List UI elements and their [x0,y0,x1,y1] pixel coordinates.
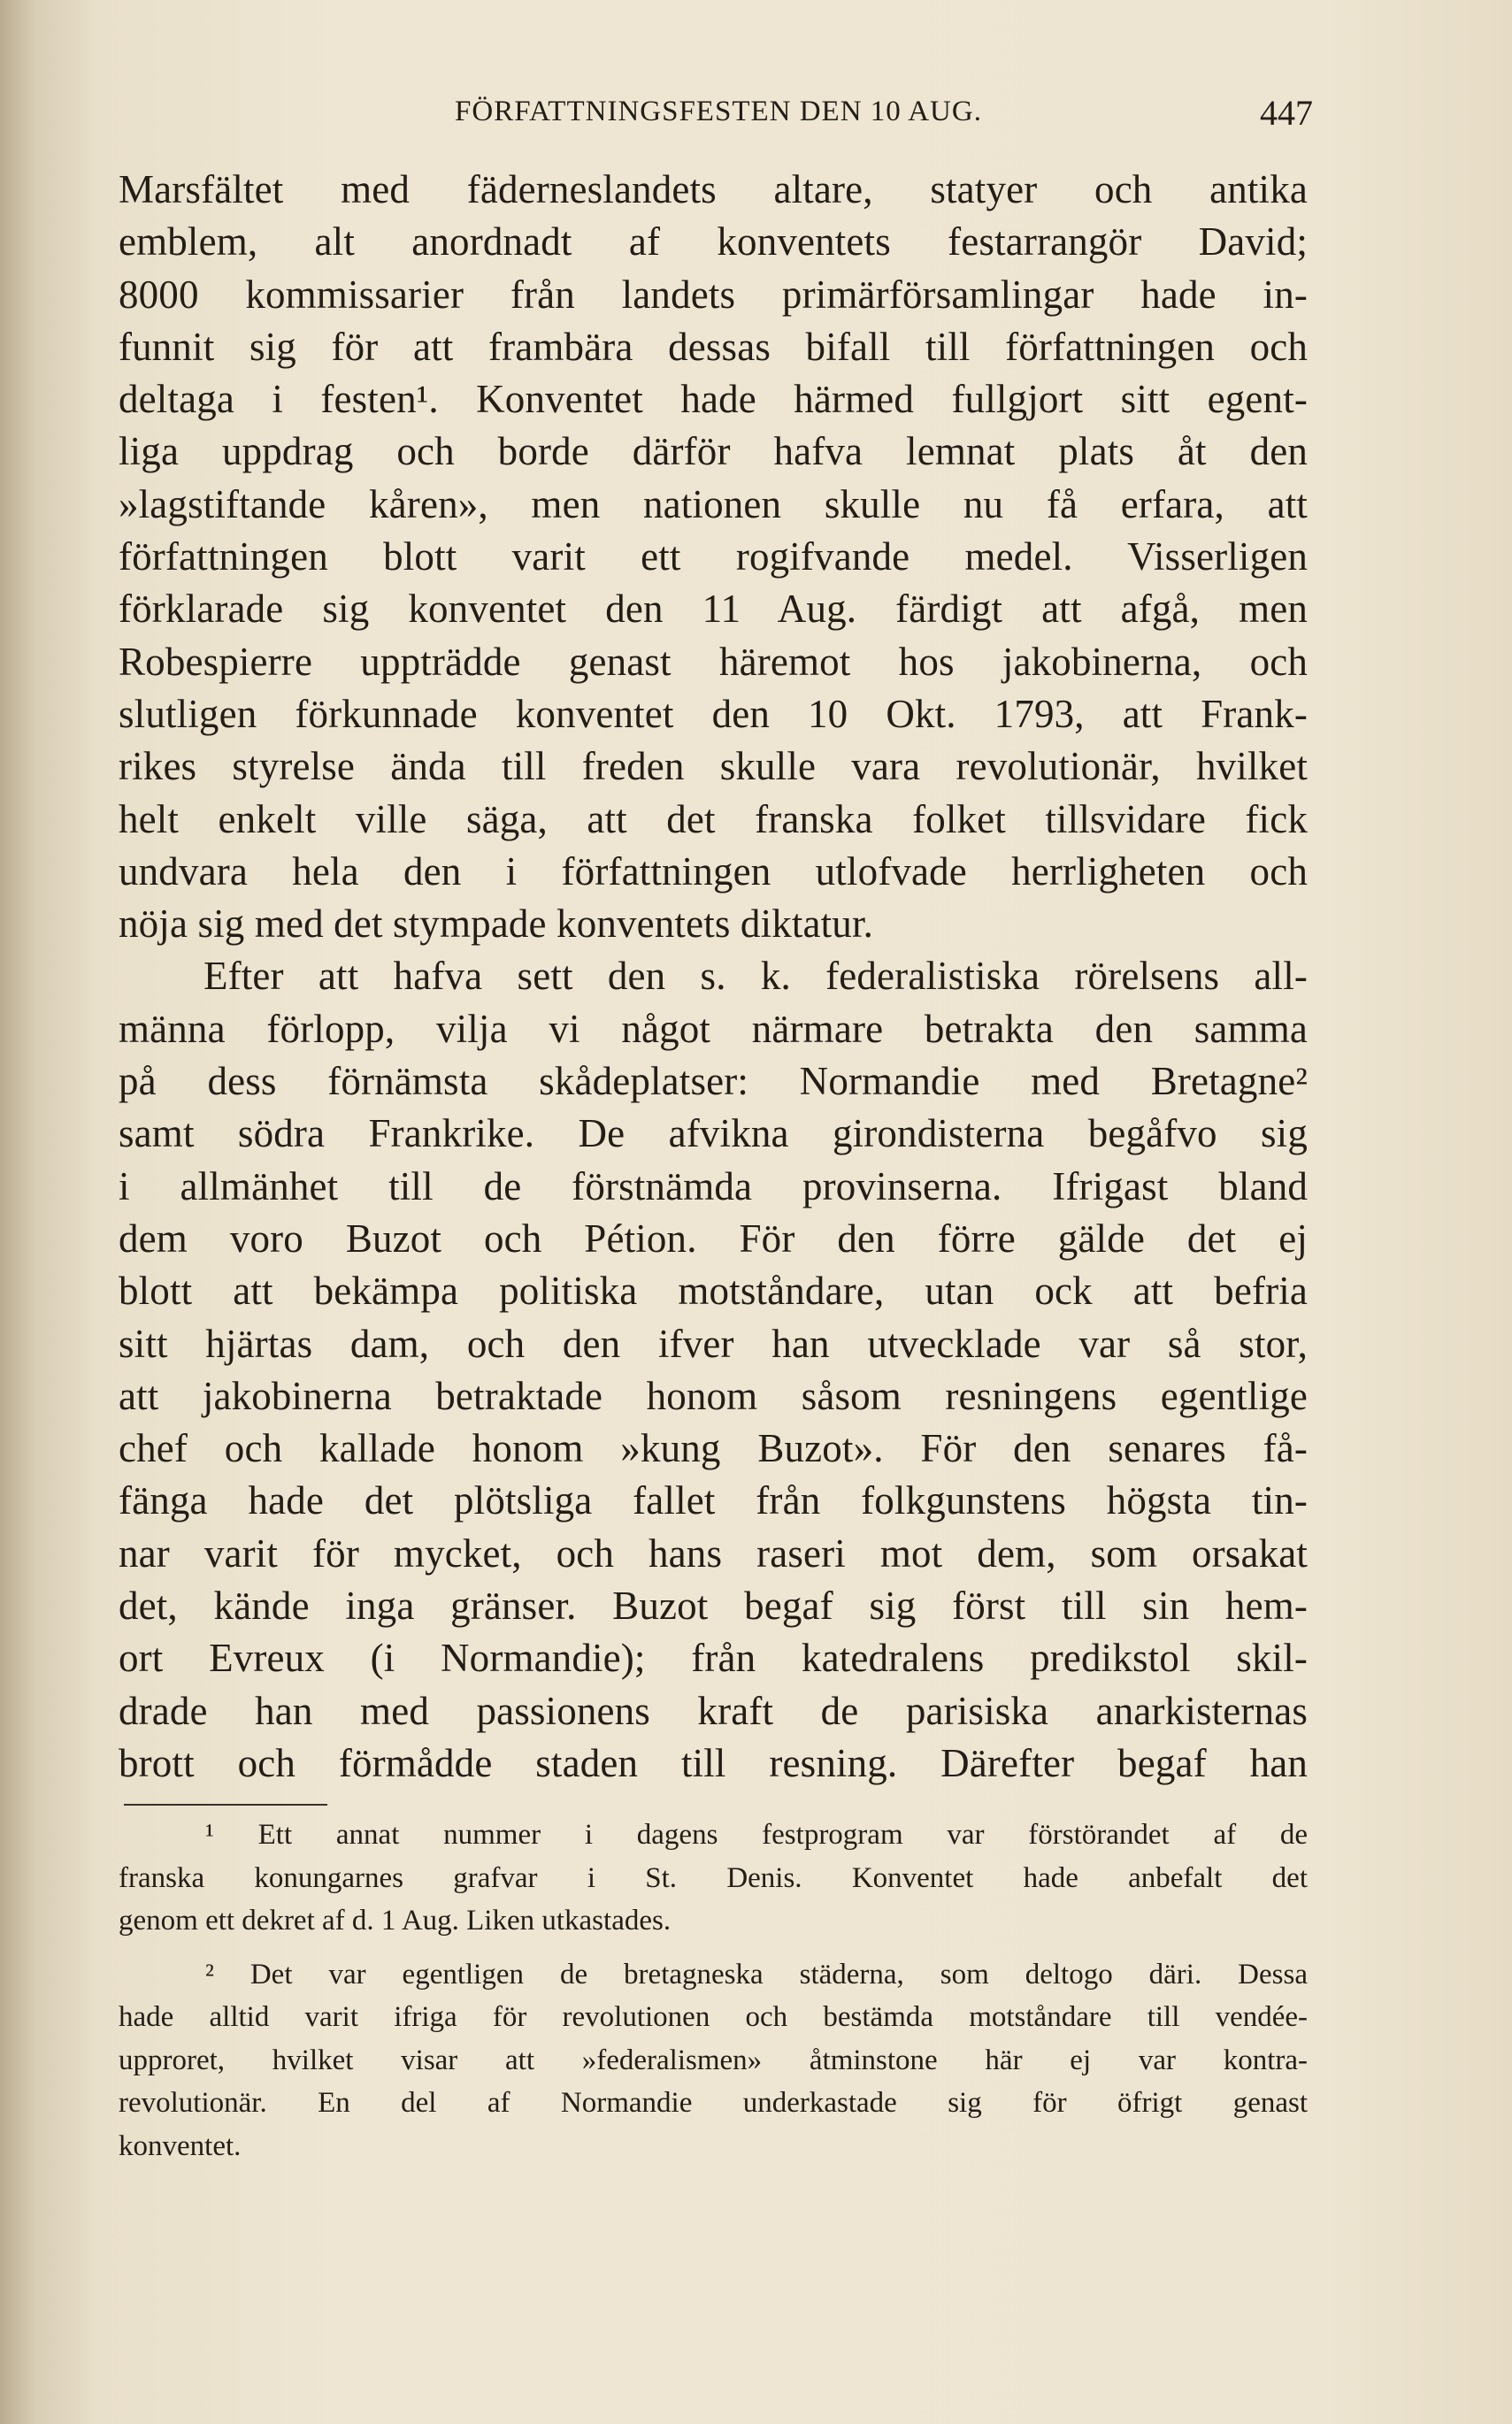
text-line: att jakobinerna betraktade honom såsom resningens egentlige [119,1373,1308,1418]
footnote-line: hade alltid varit ifriga för revolutionen och bestämda motståndare till vendée- [119,2001,1308,2033]
footnote-line: ¹ Ett annat nummer i dagens festprogram var förstörandet af de [205,1819,1308,1851]
footnote-line: konventet. [119,2129,242,2162]
text-line: deltaga i festen¹. Konventet hade härmed fullgjort sitt egent- [119,377,1308,422]
footnotes [119,1814,1308,2167]
text-line: förklarade sig konventet den 11 Aug. färdigt att afgå, men [119,587,1308,632]
page-header [124,93,1313,140]
footnote-line: genom ett dekret af d. 1 Aug. Liken utkastades. [119,1905,672,1937]
footnote-line: upproret, hvilket visar att »federalismen» åtminstone här ej var kontra- [119,2044,1308,2076]
text-line: Robespierre uppträdde genast häremot hos jakobinerna, och [119,639,1308,684]
text-line: i allmänhet till de förstnämda provinserna. Ifrigast bland [119,1163,1308,1208]
body-text [119,164,1308,1790]
text-line: sitt hjärtas dam, och den ifver han utvecklade var så stor, [119,1321,1308,1366]
text-line: funnit sig för att frambära dessas bifall till författningen och [119,324,1308,369]
text-line: »lagstiftande kåren», men nationen skulle nu få erfara, att [119,481,1308,526]
text-line: brott och förmådde staden till resning. Därefter begaf han [119,1740,1308,1785]
footnote-line: ² Det var egentligen de bretagneska städerna, som deltogo däri. Dessa [205,1958,1308,1991]
text-line: dem voro Buzot och Pétion. För den förre gälde det ej [119,1216,1308,1261]
text-line: slutligen förkunnade konventet den 10 Okt. 1793, att Frank- [119,691,1308,736]
text-line: rikes styrelse ända till freden skulle vara revolutionär, hvilket [119,744,1308,789]
text-line: nöja sig med det stympade konventets diktatur. [119,901,874,947]
page-number: 447 [1260,93,1313,133]
text-line: emblem, alt anordnadt af konventets festarrangör David; [119,219,1308,265]
text-line: liga uppdrag och borde därför hafva lemnat plats åt den [119,429,1308,474]
text-line: Marsfältet med fäderneslandets altare, statyer och antika [119,167,1308,211]
text-line: ort Evreux (i Normandie); från katedralens predikstol skil- [119,1636,1308,1681]
text-line: det, kände inga gränser. Buzot begaf sig först till sin hem- [119,1584,1308,1629]
text-line: fänga hade det plötsliga fallet från folkgunstens högsta tin- [119,1478,1308,1523]
running-head: FÖRFATTNINGSFESTEN DEN 10 AUG. [455,96,982,127]
text-line: på dess förnämsta skådeplatser: Normandie med Bretagne² [119,1059,1308,1104]
text-line: helt enkelt ville säga, att det franska folket tillsvidare fick [119,796,1308,841]
text-line: chef och kallade honom »kung Buzot». För den senares få- [119,1426,1308,1471]
text-line: undvara hela den i författningen utlofvade herrligheten och [119,848,1308,894]
text-line: drade han med passionens kraft de parisiska anarkisternas [119,1688,1308,1733]
footnote-line: franska konungarnes grafvar i St. Denis. Konventet hade anbefalt det [119,1861,1308,1894]
footnote-line: revolutionär. En del af Normandie underkastade sig för öfrigt genast [119,2087,1308,2119]
text-line: Efter att hafva sett den s. k. federalistiska rörelsens all- [203,954,1308,999]
text-line: blott att bekämpa politiska motståndare, utan ock att befria [119,1269,1308,1314]
text-line: männa förlopp, vilja vi något närmare betrakta den samma [119,1006,1308,1051]
text-line: samt södra Frankrike. De afvikna girondisterna begåfvo sig [119,1111,1308,1156]
text-line: författningen blott varit ett rogifvande medel. Visserligen [119,534,1308,579]
footnote-rule [124,1804,327,1806]
text-line: 8000 kommissarier från landets primärförsamlingar hade in- [119,272,1308,317]
text-line: nar varit för mycket, och hans raseri mot dem, som orsakat [119,1530,1308,1576]
